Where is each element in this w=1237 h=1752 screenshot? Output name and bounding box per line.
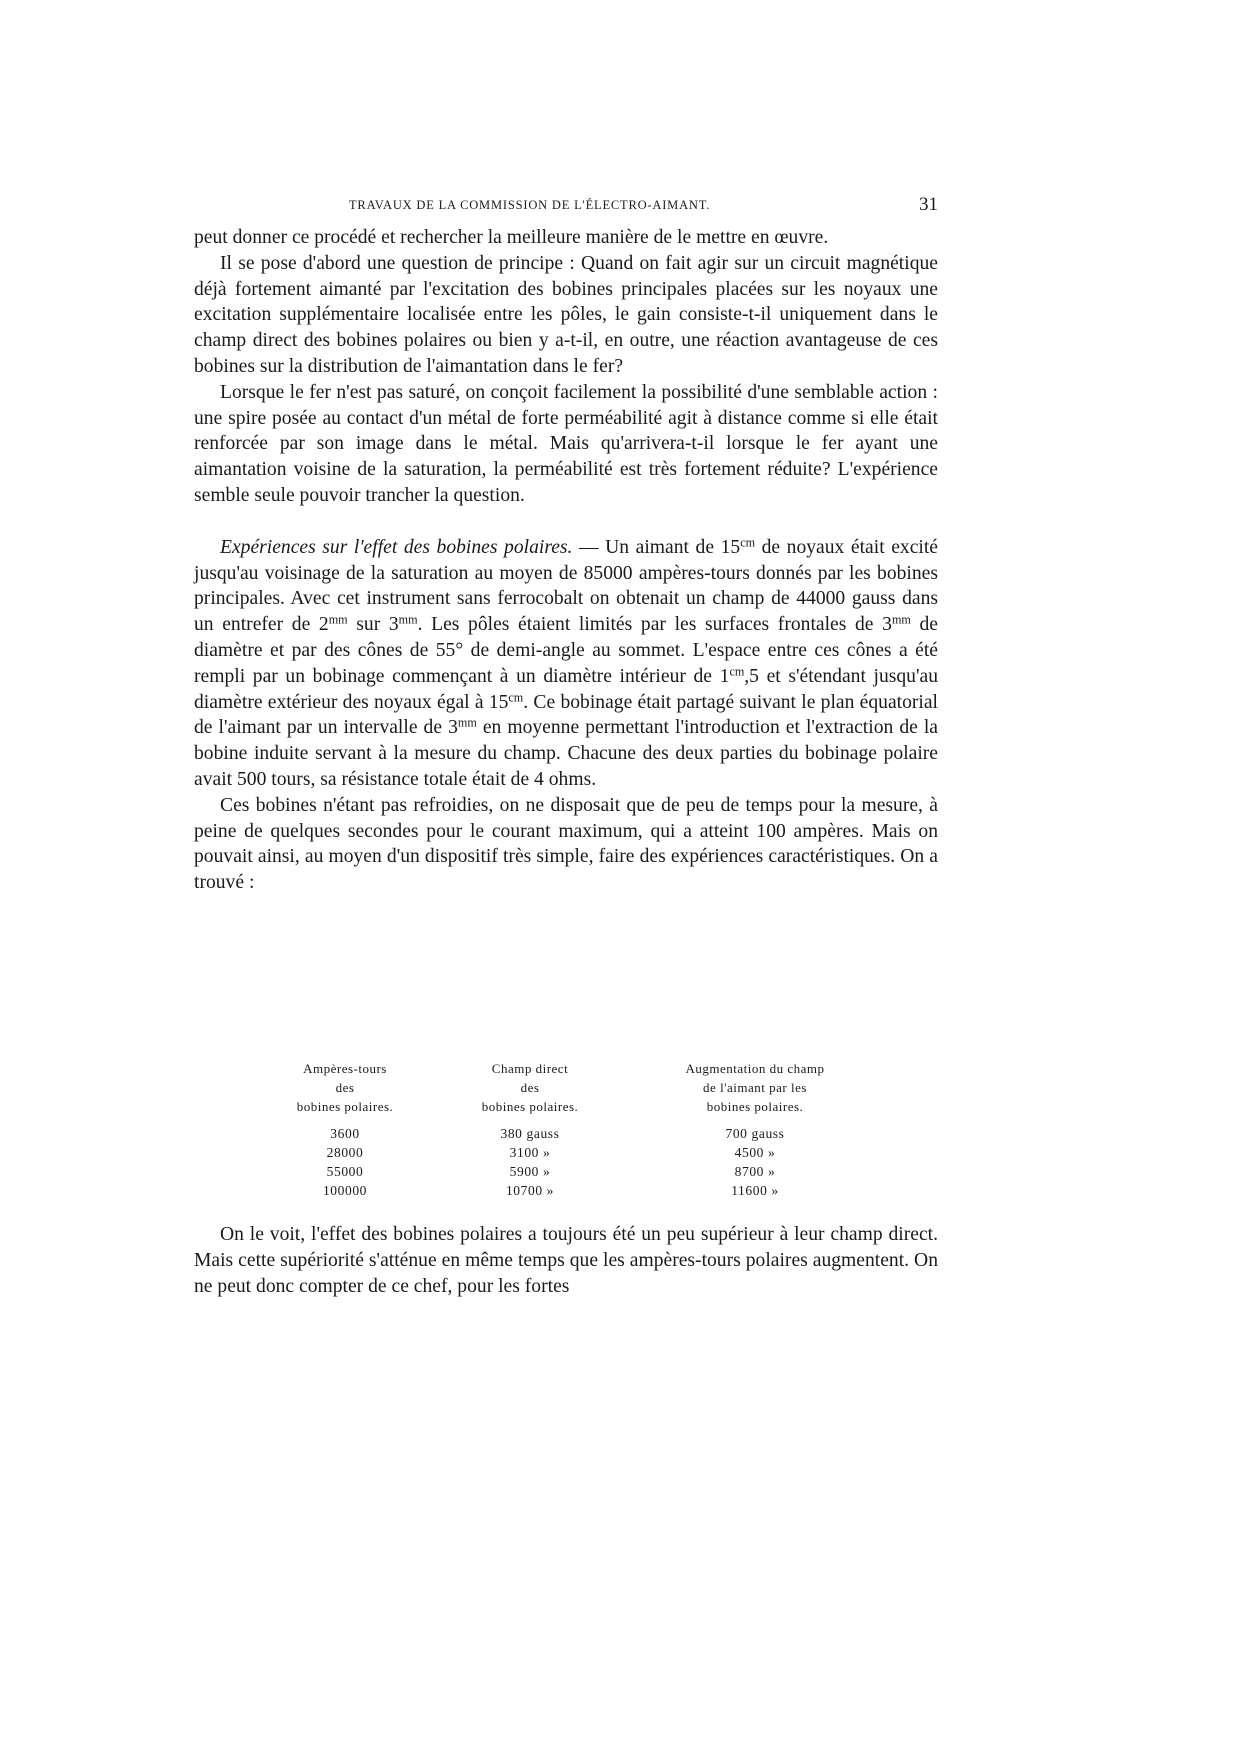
unit-superscript: cm	[740, 535, 756, 550]
header-line: Ampères-tours	[303, 1061, 387, 1076]
table-row	[250, 1143, 890, 1162]
column-header	[440, 1059, 620, 1124]
section-paragraph	[194, 535, 938, 793]
running-title: TRAVAUX DE LA COMMISSION DE L'ÉLECTRO-AIMANT.	[349, 198, 711, 212]
body-text-continued	[194, 1222, 938, 1299]
text-run: . Les pôles étaient limités par les surfaces frontales de 3	[417, 614, 892, 636]
body-text	[194, 225, 938, 896]
table-cell: 380 gauss	[500, 1126, 560, 1141]
text-run: de noyaux était excité jusqu'au voisinage de la saturation au moyen de 85000 ampères-tours donnés par les bobines principales. Avec cet instrument sans ferrocobalt on obtenait un champ de 44000 gauss dans un entrefer de 2	[194, 536, 938, 636]
column-header	[250, 1059, 440, 1124]
header-line: bobines polaires.	[706, 1099, 804, 1114]
table-header-row	[250, 1059, 890, 1124]
unit-superscript: mm	[328, 612, 348, 627]
header-line: bobines polaires.	[481, 1099, 579, 1114]
text-run: — Un aimant de 15	[572, 536, 741, 558]
header-line: Champ direct	[491, 1061, 569, 1076]
column-header	[620, 1059, 890, 1124]
table-cell: 5900 »	[509, 1164, 551, 1179]
table-row	[250, 1162, 890, 1181]
unit-superscript: cm	[508, 689, 524, 704]
text-run: . Ce bobinage était partagé suivant le plan équatorial de l'aimant par un intervalle de 3	[194, 691, 938, 739]
table-cell: 4500 »	[734, 1145, 776, 1160]
unit-superscript: mm	[891, 612, 911, 627]
header-line: des	[520, 1080, 540, 1095]
page-header	[194, 194, 938, 220]
text-run: sur 3	[347, 614, 399, 636]
table-row	[250, 1124, 890, 1143]
paragraph: Il se pose d'abord une question de principe : Quand on fait agir sur un circuit magnétique déjà fortement aimanté par l'excitation des bobines principales placées sur les noyaux une excitation supplémentaire localisée entre les pôles, le gain consiste-t-il uniquement dans le champ direct des bobines polaires ou bien y a-t-il, en outre, une réaction avantageuse de ces bobines sur la distribution de l'aimantation dans le fer?	[194, 252, 938, 377]
unit-superscript: mm	[457, 715, 477, 730]
paragraph: Ces bobines n'étant pas refroidies, on ne disposait que de peu de temps pour la mesure, à peine de quelques secondes pour le courant maximum, qui a atteint 100 ampères. Mais on pouvait ainsi, au moyen d'un dispositif très simple, faire des expériences caractéristiques. On a trouvé :	[194, 794, 938, 894]
paragraph: Lorsque le fer n'est pas saturé, on conçoit facilement la possibilité d'une semblable action : une spire posée au contact d'un métal de forte perméabilité agit à distance comme si elle était renforcée par son image dans le métal. Mais qu'arrivera-t-il lorsque le fer ayant une aimantation voisine de la saturation, la perméabilité est très fortement réduite? L'expérience semble seule pouvoir trancher la question.	[194, 381, 938, 506]
header-line: des	[335, 1080, 355, 1095]
table-cell: 55000	[326, 1164, 364, 1179]
unit-superscript: cm	[729, 664, 745, 679]
table-cell: 3100 »	[509, 1145, 551, 1160]
text-run: de diamètre et par des cônes de 55° de demi-angle au sommet. L'espace entre ces cônes a été rempli par un bobinage commençant à un diamètre intérieur de 1	[194, 614, 938, 687]
table-row	[250, 1181, 890, 1200]
table-cell: 11600 »	[731, 1183, 779, 1198]
table-cell: 10700 »	[505, 1183, 555, 1198]
text-run: en moyenne permettant l'introduction et l'extraction de la bobine induite servant à la mesure du champ. Chacune des deux parties du bobinage polaire avait 500 tours, sa résistance totale était de 4 ohms.	[194, 717, 938, 790]
table-cell: 700 gauss	[725, 1126, 785, 1141]
paragraph: On le voit, l'effet des bobines polaires a toujours été un peu supérieur à leur champ direct. Mais cette supériorité s'atténue en même temps que les ampères-tours polaires augmentent. On ne peut donc compter de ce chef, pour les fortes	[194, 1224, 938, 1297]
header-line: de l'aimant par les	[703, 1080, 807, 1095]
table-cell: 28000	[326, 1145, 364, 1160]
text-run: ,5 et s'étendant jusqu'au diamètre extérieur des noyaux égal à 15	[194, 665, 939, 713]
paragraph: peut donner ce procédé et rechercher la meilleure manière de le mettre en œuvre.	[194, 227, 829, 248]
table-cell: 8700 »	[734, 1164, 776, 1179]
header-line: bobines polaires.	[296, 1099, 394, 1114]
table-cell: 100000	[322, 1183, 368, 1198]
results-table	[250, 1059, 890, 1200]
unit-superscript: mm	[398, 612, 418, 627]
section-title: Expériences sur l'effet des bobines polaires.	[220, 536, 573, 558]
table-cell: 3600	[330, 1126, 360, 1141]
page-number: 31	[919, 194, 938, 215]
header-line: Augmentation du champ	[685, 1061, 825, 1076]
